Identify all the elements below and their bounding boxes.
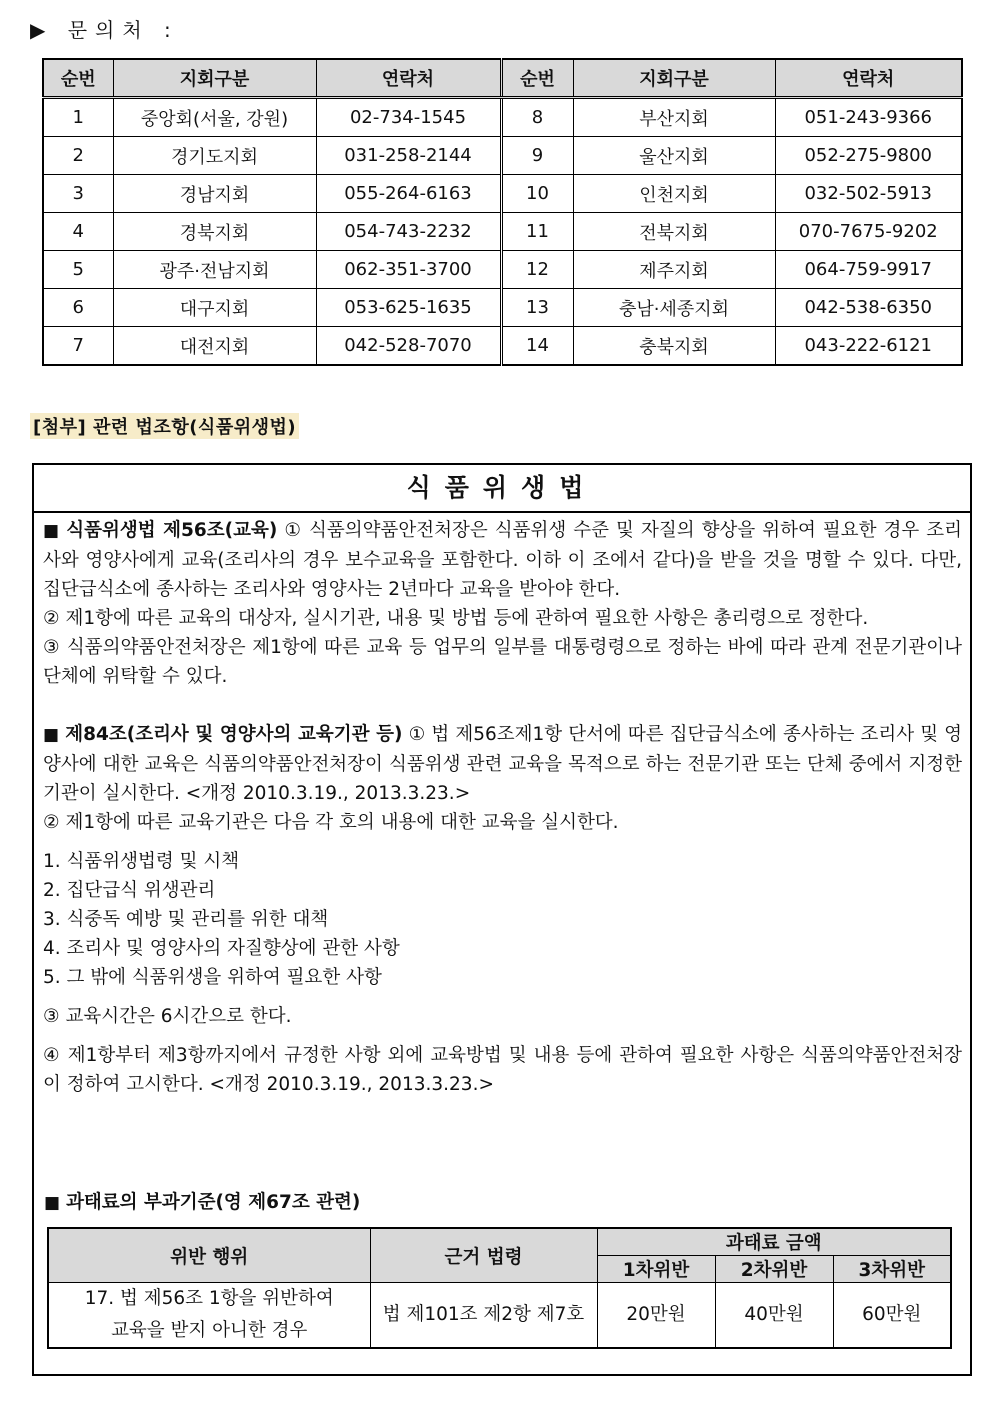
article-56-text-1: ① 식품의약품안전처장은 식품위생 수준 및 자질의 향상을 위하여 필요한 경우 조리사와 영양사에게 교육(조리사의 경우 보수교육을 포함한다. 이하 이 조에서 같다)을 받을 것을 명할 수 있다. 다만, 집단급식소에 종사하는 조리사와 영양사는 2년마다 교육을 받아야 한다. (43, 520, 962, 600)
header-branch-2: 지회구분 (573, 59, 775, 98)
cell-branch-2: 부산지회 (573, 98, 775, 137)
list-item: 5. 그 밖에 식품위생을 위하여 필요한 사항 (43, 967, 382, 988)
table-row (43, 327, 962, 366)
cell-phone-2: 043-222-6121 (775, 327, 962, 366)
cell-phone: 054-743-2232 (316, 213, 501, 251)
cell-phone: 055-264-6163 (316, 175, 501, 213)
cell-no: 5 (43, 251, 113, 289)
article-84-paragraph-1 (43, 720, 962, 808)
cell-no: 1 (43, 98, 113, 137)
violation-line-2: 교육을 받지 아니한 경우 (111, 1320, 308, 1341)
table-row (43, 289, 962, 327)
header-violation: 위반 행위 (48, 1228, 370, 1283)
cell-branch: 대구지회 (113, 289, 316, 327)
header-phone-2: 연락처 (775, 59, 962, 98)
cell-no: 6 (43, 289, 113, 327)
cell-no-2: 13 (501, 289, 573, 327)
cell-phone: 062-351-3700 (316, 251, 501, 289)
header-phone: 연락처 (316, 59, 501, 98)
list-item: 4. 조리사 및 영양사의 자질향상에 관한 사항 (43, 938, 400, 959)
cell-no: 4 (43, 213, 113, 251)
cell-branch-2: 충남·세종지회 (573, 289, 775, 327)
cell-branch-2: 인천지회 (573, 175, 775, 213)
penalty-title (44, 1188, 360, 1214)
table-row (43, 98, 962, 137)
contact-table-header (43, 59, 962, 98)
cell-second: 40만원 (715, 1283, 833, 1349)
cell-branch-2: 충북지회 (573, 327, 775, 366)
header-no-2: 순번 (501, 59, 573, 98)
cell-no-2: 10 (501, 175, 573, 213)
header-amount: 과태료 금액 (597, 1228, 951, 1256)
cell-branch: 대전지회 (113, 327, 316, 366)
list-item: 3. 식중독 예방 및 관리를 위한 대책 (43, 909, 329, 930)
cell-branch: 광주·전남지회 (113, 251, 316, 289)
cell-no: 7 (43, 327, 113, 366)
header-second: 2차위반 (715, 1256, 833, 1283)
law-title: 식품위생법 (34, 465, 970, 513)
cell-branch-2: 울산지회 (573, 137, 775, 175)
cell-third: 60만원 (833, 1283, 951, 1349)
header-basis: 근거 법령 (370, 1228, 597, 1283)
article-56-paragraph-1 (43, 516, 962, 604)
cell-phone: 031-258-2144 (316, 137, 501, 175)
penalty-header-row (48, 1228, 951, 1256)
cell-no: 3 (43, 175, 113, 213)
article-84-paragraph-4: ④ 제1항부터 제3항까지에서 규정한 사항 외에 교육방법 및 내용 등에 관하여 필요한 사항은 식품의약품안전처장이 정하여 고시한다. <개정 2010.3.19., 2013.3.23.> (43, 1045, 962, 1095)
table-row (48, 1283, 951, 1349)
table-row (43, 251, 962, 289)
black-square-icon: ■ (44, 1193, 61, 1213)
cell-phone-2: 070-7675-9202 (775, 213, 962, 251)
cell-phone: 042-528-7070 (316, 327, 501, 366)
penalty-table (47, 1227, 952, 1349)
cell-branch: 경기도지회 (113, 137, 316, 175)
table-row (43, 175, 962, 213)
list-item: 1. 식품위생법령 및 시책 (43, 851, 240, 872)
cell-first: 20만원 (597, 1283, 715, 1349)
cell-no-2: 12 (501, 251, 573, 289)
table-row (43, 137, 962, 175)
cell-phone-2: 042-538-6350 (775, 289, 962, 327)
cell-no: 2 (43, 137, 113, 175)
article-84-text-1: ① 법 제56조제1항 단서에 따른 집단급식소에 종사하는 조리사 및 영양사에 대한 교육은 식품의약품안전처장이 식품위생 관련 교육을 목적으로 하는 전문기관 또는 단체 중에서 지정한 기관이 실시한다. <개정 2010.3.19., 2013.3.23.> (43, 724, 963, 804)
penalty-title-text: 과태료의 부과기준(영 제67조 관련) (66, 1192, 361, 1213)
contact-heading (30, 14, 179, 43)
spacer (43, 691, 962, 720)
contact-table (42, 58, 963, 366)
cell-no-2: 9 (501, 137, 573, 175)
header-no: 순번 (43, 59, 113, 98)
cell-phone-2: 064-759-9917 (775, 251, 962, 289)
law-body (34, 513, 970, 1099)
cell-branch-2: 제주지회 (573, 251, 775, 289)
cell-violation (48, 1283, 370, 1349)
list-item: 2. 집단급식 위생관리 (43, 880, 216, 901)
header-branch: 지회구분 (113, 59, 316, 98)
article-56-paragraph-2: ② 제1항에 따른 교육의 대상자, 실시기관, 내용 및 방법 등에 관하여 필요한 사항은 총리령으로 정한다. (43, 608, 869, 629)
cell-phone: 02-734-1545 (316, 98, 501, 137)
contact-heading-text: ▶ 문의처 : (30, 18, 179, 42)
cell-phone-2: 032-502-5913 (775, 175, 962, 213)
cell-no-2: 11 (501, 213, 573, 251)
article-84-paragraph-2: ② 제1항에 따른 교육기관은 다음 각 호의 내용에 대한 교육을 실시한다. (43, 812, 619, 833)
violation-line-1: 17. 법 제56조 1항을 위반하여 (84, 1288, 334, 1309)
cell-no-2: 8 (501, 98, 573, 137)
cell-phone: 053-625-1635 (316, 289, 501, 327)
cell-phone-2: 052-275-9800 (775, 137, 962, 175)
header-first: 1차위반 (597, 1256, 715, 1283)
cell-branch: 경남지회 (113, 175, 316, 213)
cell-branch: 중앙회(서울, 강원) (113, 98, 316, 137)
article-84-paragraph-3: ③ 교육시간은 6시간으로 한다. (43, 1006, 292, 1027)
cell-branch: 경북지회 (113, 213, 316, 251)
article-84-heading: 제84조(조리사 및 영양사의 교육기관 등) (65, 724, 403, 745)
cell-basis: 법 제101조 제2항 제7호 (370, 1283, 597, 1349)
cell-phone-2: 051-243-9366 (775, 98, 962, 137)
black-square-icon: ■ (43, 521, 61, 541)
cell-branch-2: 전북지회 (573, 213, 775, 251)
black-square-icon: ■ (43, 725, 60, 745)
cell-no-2: 14 (501, 327, 573, 366)
table-row (43, 213, 962, 251)
article-56-heading: 식품위생법 제56조(교육) (66, 520, 278, 541)
article-56-paragraph-3: ③ 식품의약품안전처장은 제1항에 따른 교육 등 업무의 일부를 대통령령으로 정하는 바에 따라 관계 전문기관이나 단체에 위탁할 수 있다. (43, 637, 962, 687)
attachment-label: [첨부] 관련 법조항(식품위생법) (30, 413, 299, 439)
header-third: 3차위반 (833, 1256, 951, 1283)
